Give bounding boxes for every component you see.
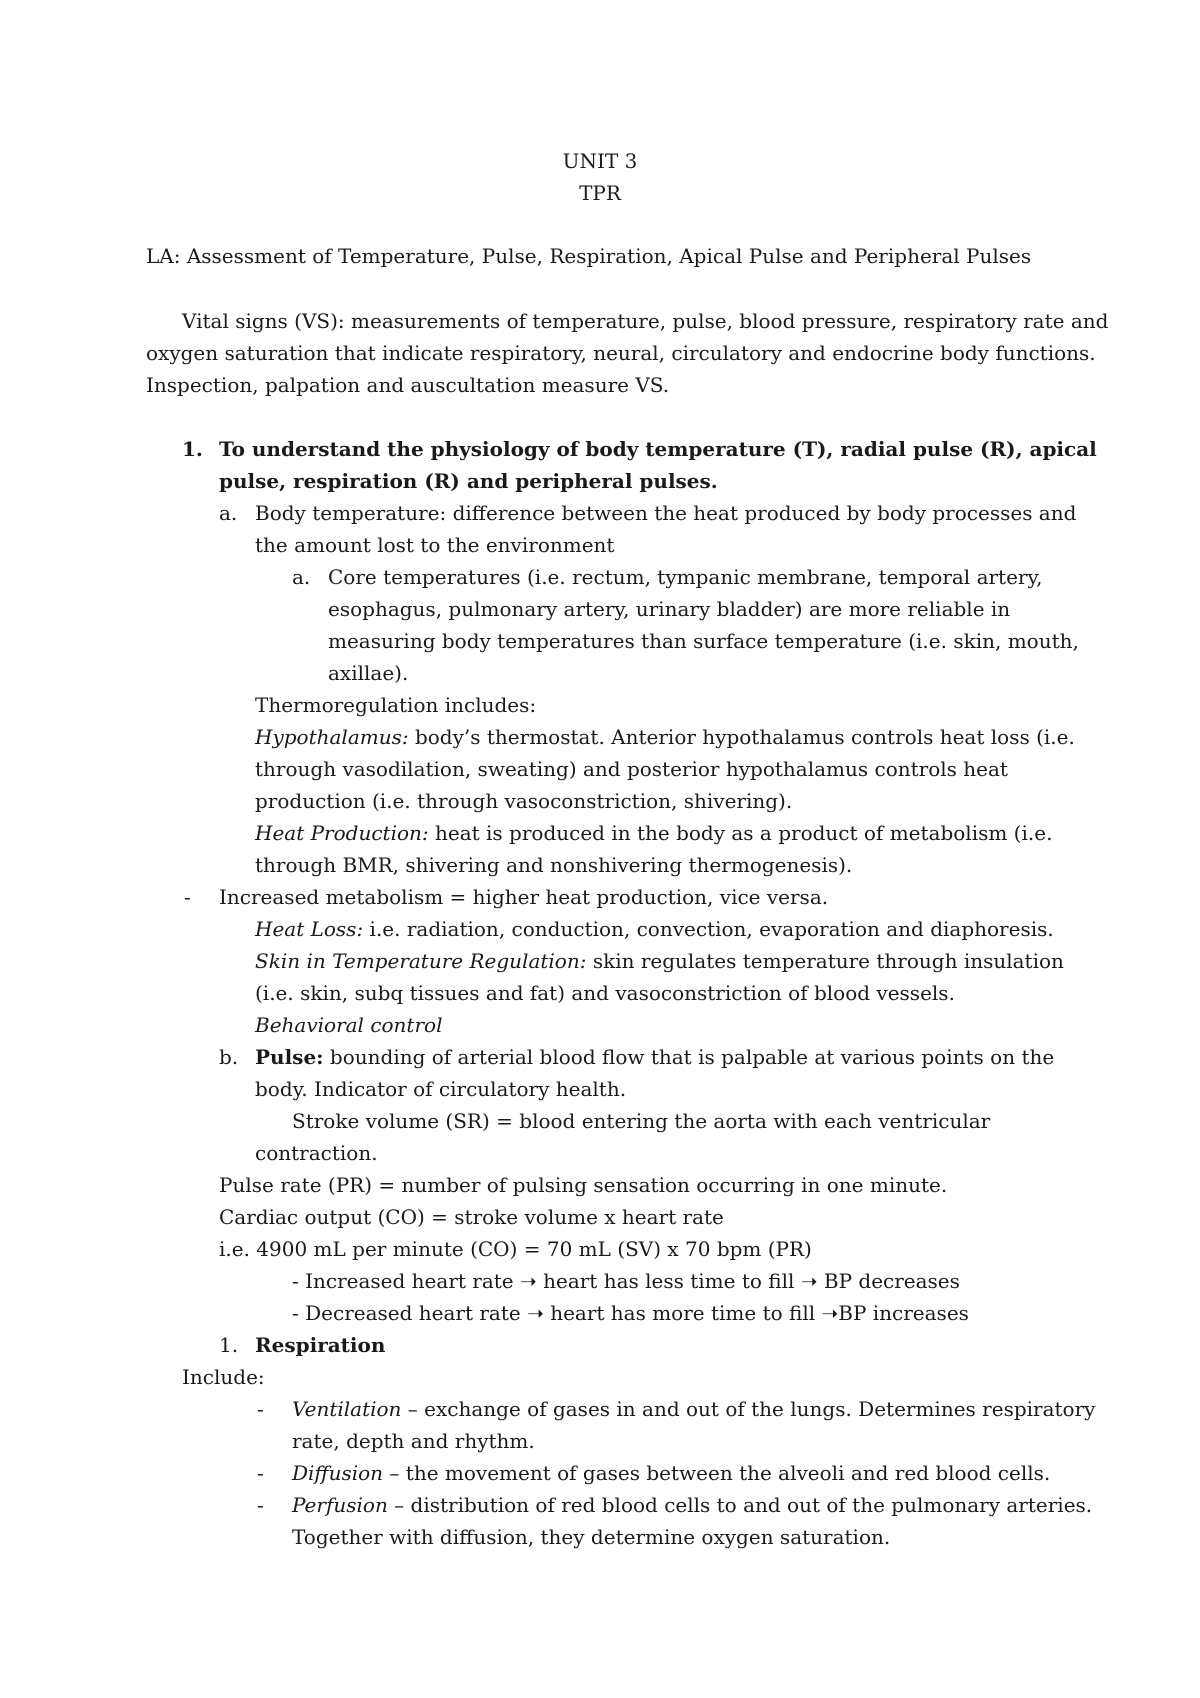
pulse-marker: b.	[219, 1045, 239, 1069]
metabolism-line: Increased metabolism = higher heat production, vice versa.	[219, 885, 829, 909]
skin-regulation-line-1: Skin in Temperature Regulation: skin regulates temperature through insulation	[255, 949, 1064, 973]
pulse-line-2: body. Indicator of circulatory health.	[255, 1077, 627, 1101]
perfusion-term: Perfusion	[292, 1493, 388, 1517]
stroke-volume-line-1: Stroke volume (SR) = blood entering the aorta with each ventricular	[292, 1109, 991, 1133]
diffusion-dash: -	[257, 1461, 264, 1485]
core-temp-line-3: measuring body temperatures than surface temperature (i.e. skin, mouth,	[328, 629, 1079, 653]
perfusion-dash: -	[257, 1493, 264, 1517]
increased-heart-rate-line: - Increased heart rate ➝ heart has less time to fill ➝ BP decreases	[292, 1269, 960, 1293]
core-temp-line-1: Core temperatures (i.e. rectum, tympanic membrane, temporal artery,	[328, 565, 1043, 589]
vital-signs-line-1: Vital signs (VS): measurements of temperature, pulse, blood pressure, respiratory rate and	[182, 309, 1109, 333]
vital-signs-line-3: Inspection, palpation and auscultation measure VS.	[146, 373, 670, 397]
skin-regulation-line-2: (i.e. skin, subq tissues and fat) and vasoconstriction of blood vessels.	[255, 981, 955, 1005]
hypothalamus-line-3: production (i.e. through vasoconstriction, shivering).	[255, 789, 793, 813]
pulse-line-1: Pulse: bounding of arterial blood flow that is palpable at various points on the	[255, 1045, 1055, 1069]
respiration-include: Include:	[182, 1365, 265, 1389]
objective-line-2: pulse, respiration (R) and peripheral pulses.	[219, 469, 718, 493]
perfusion-line-2: Together with diffusion, they determine oxygen saturation.	[292, 1525, 891, 1549]
objective-line-1: To understand the physiology of body temperature (T), radial pulse (R), apical	[219, 437, 1097, 461]
core-temp-line-4: axillae).	[328, 661, 409, 685]
temperature-marker: a.	[219, 501, 238, 525]
heat-loss-term: Heat Loss:	[255, 917, 364, 941]
ventilation-line-2: rate, depth and rhythm.	[292, 1429, 535, 1453]
ventilation-dash: -	[257, 1397, 264, 1421]
ventilation-term: Ventilation	[292, 1397, 402, 1421]
behavioral-control: Behavioral control	[255, 1013, 443, 1037]
pulse-term: Pulse:	[255, 1045, 324, 1069]
topic-title: TPR	[579, 181, 621, 205]
vital-signs-line-2: oxygen saturation that indicate respiratory, neural, circulatory and endocrine body functions.	[146, 341, 1096, 365]
stroke-volume-line-2: contraction.	[255, 1141, 378, 1165]
respiration-heading: Respiration	[255, 1333, 386, 1357]
diffusion-term: Diffusion	[292, 1461, 384, 1485]
perfusion-line-1: Perfusion – distribution of red blood cells to and out of the pulmonary arteries.	[292, 1493, 1093, 1517]
objective-number: 1.	[182, 437, 203, 461]
decreased-heart-rate-line: - Decreased heart rate ➝ heart has more time to fill ➝BP increases	[292, 1301, 969, 1325]
pulse-rate-line: Pulse rate (PR) = number of pulsing sensation occurring in one minute.	[219, 1173, 948, 1197]
thermoregulation-intro: Thermoregulation includes:	[255, 693, 537, 717]
hypothalamus-term: Hypothalamus:	[255, 725, 409, 749]
learning-activity-line: LA: Assessment of Temperature, Pulse, Respiration, Apical Pulse and Peripheral Pulses	[146, 244, 1032, 268]
heat-production-term: Heat Production:	[255, 821, 429, 845]
cardiac-output-line: Cardiac output (CO) = stroke volume x heart rate	[219, 1205, 724, 1229]
heat-production-line-1: Heat Production: heat is produced in the body as a product of metabolism (i.e.	[255, 821, 1053, 845]
hypothalamus-line-1: Hypothalamus: body’s thermostat. Anterior hypothalamus controls heat loss (i.e.	[255, 725, 1075, 749]
unit-title: UNIT 3	[562, 149, 638, 173]
hypothalamus-line-2: through vasodilation, sweating) and posterior hypothalamus controls heat	[255, 757, 1008, 781]
core-temp-marker: a.	[292, 565, 311, 589]
heat-production-line-2: through BMR, shivering and nonshivering thermogenesis).	[255, 853, 853, 877]
diffusion-line: Diffusion – the movement of gases between the alveoli and red blood cells.	[292, 1461, 1051, 1485]
cardiac-output-example: i.e. 4900 mL per minute (CO) = 70 mL (SV) x 70 bpm (PR)	[219, 1237, 812, 1261]
heat-loss-line: Heat Loss: i.e. radiation, conduction, convection, evaporation and diaphoresis.	[255, 917, 1054, 941]
skin-regulation-term: Skin in Temperature Regulation:	[255, 949, 587, 973]
core-temp-line-2: esophagus, pulmonary artery, urinary bladder) are more reliable in	[328, 597, 1011, 621]
temperature-line-1: Body temperature: difference between the heat produced by body processes and	[255, 501, 1077, 525]
respiration-number: 1.	[219, 1333, 239, 1357]
temperature-line-2: the amount lost to the environment	[255, 533, 615, 557]
ventilation-line-1: Ventilation – exchange of gases in and out of the lungs. Determines respiratory	[292, 1397, 1096, 1421]
metabolism-dash: -	[184, 885, 191, 909]
